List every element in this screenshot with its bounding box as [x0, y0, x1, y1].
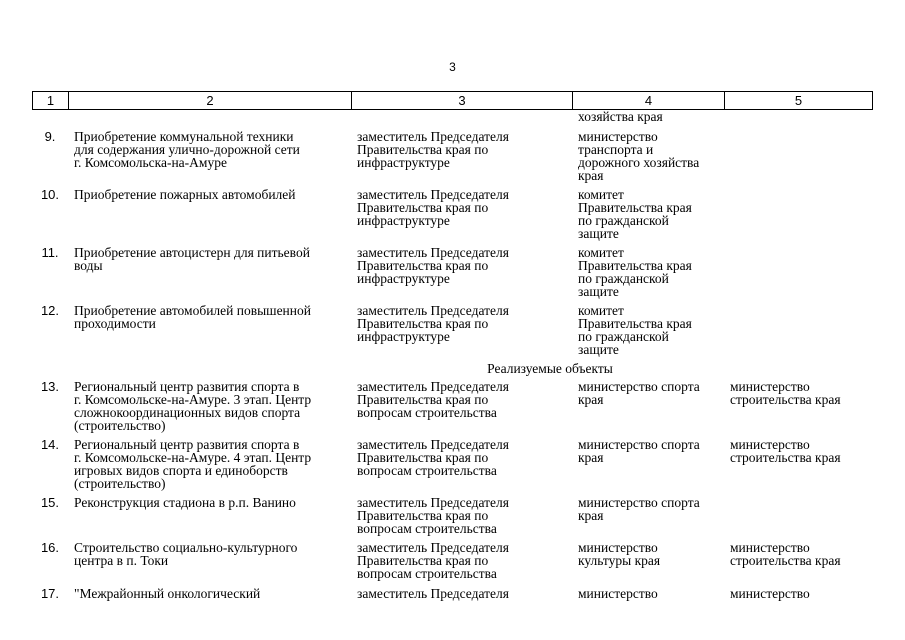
table-row	[32, 130, 872, 182]
responsible: заместитель Председателя Правительства края по инфраструктуре	[357, 245, 509, 286]
executor: министерство спорта края	[578, 495, 700, 523]
coexecutor: министерство строительства края	[730, 540, 841, 568]
executor: министерство транспорта и дорожного хозяйства края	[578, 129, 700, 183]
table-row	[32, 304, 872, 356]
coexecutor	[724, 304, 872, 356]
row-number: 12.	[40, 303, 60, 318]
object-name: "Межрайонный онкологический	[74, 586, 261, 601]
table-row	[32, 246, 872, 298]
table-row	[32, 380, 872, 432]
header-col-3: 3	[352, 92, 573, 110]
object-name: Приобретение пожарных автомобилей	[74, 187, 296, 202]
header-row	[33, 92, 873, 110]
responsible: заместитель Председателя Правительства края по вопросам строительства	[357, 379, 509, 420]
executor: комитет Правительства края по гражданской защите	[578, 245, 692, 299]
table-row	[32, 587, 872, 600]
row-number: 13.	[40, 379, 60, 394]
section-heading: Реализуемые объекты	[487, 361, 613, 376]
executor: комитет Правительства края по гражданской защите	[578, 187, 692, 241]
coexecutor	[724, 188, 872, 240]
responsible: заместитель Председателя Правительства края по инфраструктуре	[357, 187, 509, 228]
responsible: заместитель Председателя Правительства края по инфраструктуре	[357, 129, 509, 170]
row-number: 11.	[41, 245, 59, 260]
executor: министерство культуры края	[578, 540, 661, 568]
coexecutor	[724, 496, 872, 535]
responsible: заместитель Председателя Правительства края по вопросам строительства	[357, 437, 509, 478]
row-number: 10.	[40, 187, 60, 202]
coexecutor	[724, 246, 872, 298]
coexecutor: министерство строительства края	[730, 379, 841, 407]
table-row	[32, 188, 872, 240]
object-name: Приобретение автоцистерн для питьевой воды	[74, 245, 310, 273]
row-number: 17.	[40, 586, 60, 601]
coexecutor: министерство	[730, 586, 810, 601]
responsible: заместитель Председателя	[357, 586, 509, 601]
object-name: Приобретение коммунальной техники для содержания улично-дорожной сети г. Комсомольска-на-Амуре	[74, 129, 300, 170]
continuation-text: хозяйства края	[578, 109, 663, 124]
table-row	[32, 438, 872, 490]
object-name: Приобретение автомобилей повышенной проходимости	[74, 303, 311, 331]
header-col-5: 5	[725, 92, 873, 110]
object-name: Строительство социально-культурного центра в п. Токи	[74, 540, 298, 568]
executor: министерство спорта края	[578, 437, 700, 465]
responsible: заместитель Председателя Правительства края по вопросам строительства	[357, 540, 509, 581]
executor: министерство	[578, 586, 658, 601]
row-number: 9.	[44, 129, 56, 144]
table-body	[32, 110, 872, 600]
object-name: Региональный центр развития спорта в г. Комсомольске-на-Амуре. 4 этап. Центр игровых видов спорта и единоборств (строительство)	[74, 437, 312, 491]
row-number: 16.	[40, 540, 60, 555]
table-row	[32, 496, 872, 535]
continuation-row	[32, 110, 872, 123]
executor: министерство спорта края	[578, 379, 700, 407]
row-number: 14.	[40, 437, 60, 452]
row-number: 15.	[40, 495, 60, 510]
coexecutor: министерство строительства края	[730, 437, 841, 465]
responsible: заместитель Председателя Правительства края по вопросам строительства	[357, 495, 509, 536]
object-name: Реконструкция стадиона в р.п. Ванино	[74, 495, 296, 510]
table-row	[32, 541, 872, 580]
table-header	[32, 91, 873, 110]
object-name: Региональный центр развития спорта в г. Комсомольске-на-Амуре. 3 этап. Центр сложнокоординационных видов спорта (строительство)	[74, 379, 312, 433]
responsible: заместитель Председателя Правительства края по инфраструктуре	[357, 303, 509, 344]
header-col-1: 1	[33, 92, 69, 110]
executor: комитет Правительства края по гражданской защите	[578, 303, 692, 357]
page-number: 3	[449, 60, 456, 74]
coexecutor	[724, 130, 872, 182]
header-col-2: 2	[69, 92, 352, 110]
header-col-4: 4	[573, 92, 725, 110]
